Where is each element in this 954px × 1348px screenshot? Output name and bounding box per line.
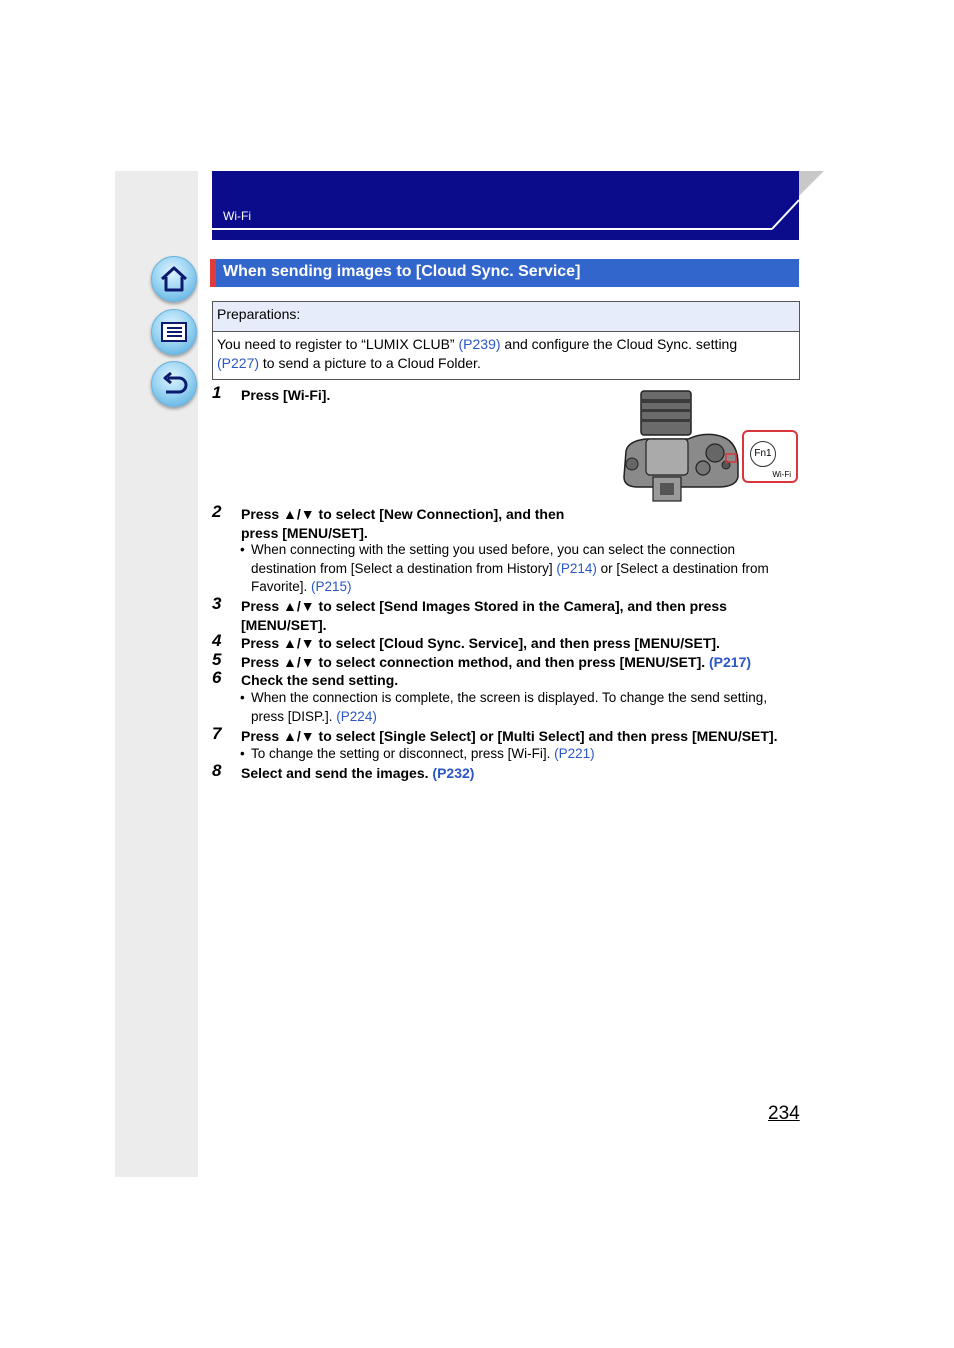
note-text: or [Select a destination from xyxy=(596,561,769,576)
link-p232[interactable]: (P232) xyxy=(432,765,475,781)
step-number: 6 xyxy=(212,668,222,687)
step-text: Press ▲/▼ to select [New Connection], and then xyxy=(241,506,565,522)
step-number: 7 xyxy=(212,724,222,743)
preparations-box xyxy=(212,301,800,380)
step-number: 2 xyxy=(212,502,222,521)
fn1-button-label: Fn1 xyxy=(750,441,776,467)
step-text: Select and send the images. xyxy=(241,765,433,781)
link-p214[interactable]: (P214) xyxy=(556,561,597,576)
menu-list-icon xyxy=(158,316,190,348)
link-p227[interactable]: (P227) xyxy=(217,354,260,371)
preparations-heading: Preparations: xyxy=(213,302,799,332)
link-p215[interactable]: (P215) xyxy=(311,579,352,594)
preparations-text: and configure the Cloud Sync. setting xyxy=(500,336,738,352)
step-number: 5 xyxy=(212,650,222,669)
link-p224[interactable]: (P224) xyxy=(336,709,377,724)
page-number: 234 xyxy=(768,1103,800,1124)
step-text: Press ▲/▼ to select connection method, and then press [MENU/SET]. xyxy=(241,654,710,670)
step-number: 1 xyxy=(212,383,222,402)
back-button[interactable] xyxy=(151,361,197,407)
header-corner-decoration xyxy=(772,171,824,240)
home-icon xyxy=(158,263,190,295)
chapter-label: Wi-Fi xyxy=(223,209,251,223)
step-text: Press ▲/▼ to select [Cloud Sync. Service], and then press [MENU/SET]. xyxy=(241,635,720,651)
step-text: [MENU/SET]. xyxy=(241,617,327,633)
step-text: Check the send setting. xyxy=(241,672,399,688)
home-button[interactable] xyxy=(151,256,197,302)
step-number: 4 xyxy=(212,631,222,650)
note-text: press [DISP.]. xyxy=(251,709,337,724)
step-text: Press ▲/▼ to select [Send Images Stored in the Camera], and then press xyxy=(241,598,727,614)
note-text: When the connection is complete, the screen is displayed. To change the send setting, xyxy=(251,690,768,705)
preparations-text: You need to register to “LUMIX CLUB” xyxy=(217,336,459,352)
back-icon xyxy=(158,368,190,400)
menu-button[interactable] xyxy=(151,309,197,355)
note-text: Favorite]. xyxy=(251,579,312,594)
note-text: destination from [Select a destination from History] xyxy=(251,561,557,576)
section-title-text: When sending images to [Cloud Sync. Service] xyxy=(223,263,581,280)
wifi-fn1-button-callout xyxy=(742,430,798,483)
link-p217[interactable]: (P217) xyxy=(709,654,752,670)
step-number: 3 xyxy=(212,594,222,613)
link-p239[interactable]: (P239) xyxy=(458,336,501,352)
section-title xyxy=(210,259,799,287)
step-text: Press [Wi-Fi]. xyxy=(241,387,331,403)
preparations-text: to send a picture to a Cloud Folder. xyxy=(259,354,481,371)
camera-illustration xyxy=(618,389,742,504)
wifi-caption: Wi-Fi xyxy=(772,470,791,479)
step-number: 8 xyxy=(212,761,222,780)
step-text: press [MENU/SET]. xyxy=(241,525,368,541)
link-p221[interactable]: (P221) xyxy=(554,746,595,761)
preparations-body xyxy=(213,332,799,372)
header-rule xyxy=(212,228,772,230)
step-text: Press ▲/▼ to select [Single Select] or [Multi Select] and then press [MENU/SET]. xyxy=(241,728,778,744)
note-text: To change the setting or disconnect, press [Wi-Fi]. xyxy=(251,746,555,761)
note-text: When connecting with the setting you used before, you can select the connection xyxy=(251,542,736,557)
